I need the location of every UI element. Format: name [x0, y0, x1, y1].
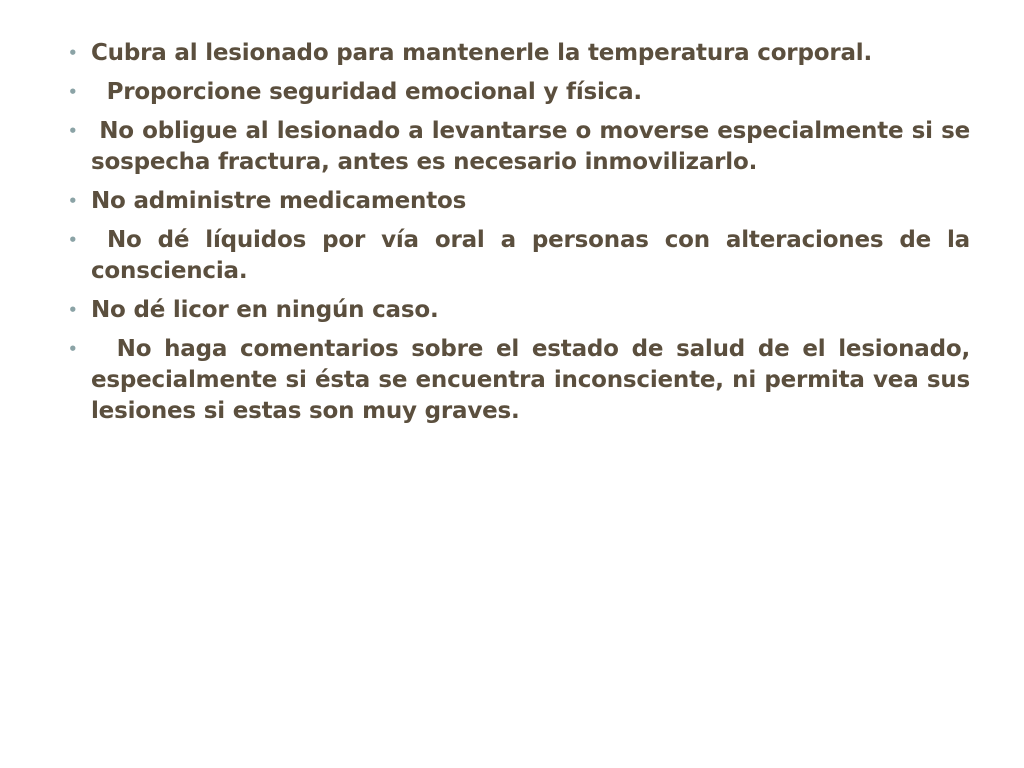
bullet-dot-icon: •	[68, 192, 78, 210]
bullet-dot-icon: •	[68, 301, 78, 319]
bullet-text: No administre medicamentos	[91, 188, 467, 214]
bullet-text: No obligue al lesionado a levantarse o moverse especialmente si se sospecha fractura, antes es necesario inmovilizarlo.	[91, 118, 978, 175]
bullet-text: Proporcione seguridad emocional y física.	[91, 79, 642, 105]
bullet-item-no-medication	[66, 186, 970, 217]
bullet-item-cover-injured	[66, 38, 970, 69]
bullet-text: No dé líquidos por vía oral a personas con alteraciones de la consciencia.	[91, 227, 978, 284]
bullet-item-no-comments	[66, 334, 978, 427]
bullet-dot-icon: •	[68, 231, 78, 249]
bullet-text: No dé licor en ningún caso.	[91, 297, 439, 323]
bullet-dot-icon: •	[68, 122, 78, 140]
bullet-item-do-not-move	[66, 116, 978, 178]
bullet-dot-icon: •	[68, 44, 78, 62]
bullet-list	[66, 38, 978, 435]
bullet-item-no-liquor	[66, 295, 970, 326]
bullet-dot-icon: •	[68, 83, 78, 101]
bullet-item-emotional-safety	[66, 77, 970, 108]
bullet-dot-icon: •	[68, 340, 78, 358]
bullet-text: No haga comentarios sobre el estado de salud de el lesionado, especialmente si ésta se encuentra inconsciente, ni permita vea sus lesiones si estas son muy graves.	[91, 336, 978, 424]
bullet-text: Cubra al lesionado para mantenerle la temperatura corporal.	[91, 40, 873, 66]
bullet-item-no-oral-liquids	[66, 225, 978, 287]
